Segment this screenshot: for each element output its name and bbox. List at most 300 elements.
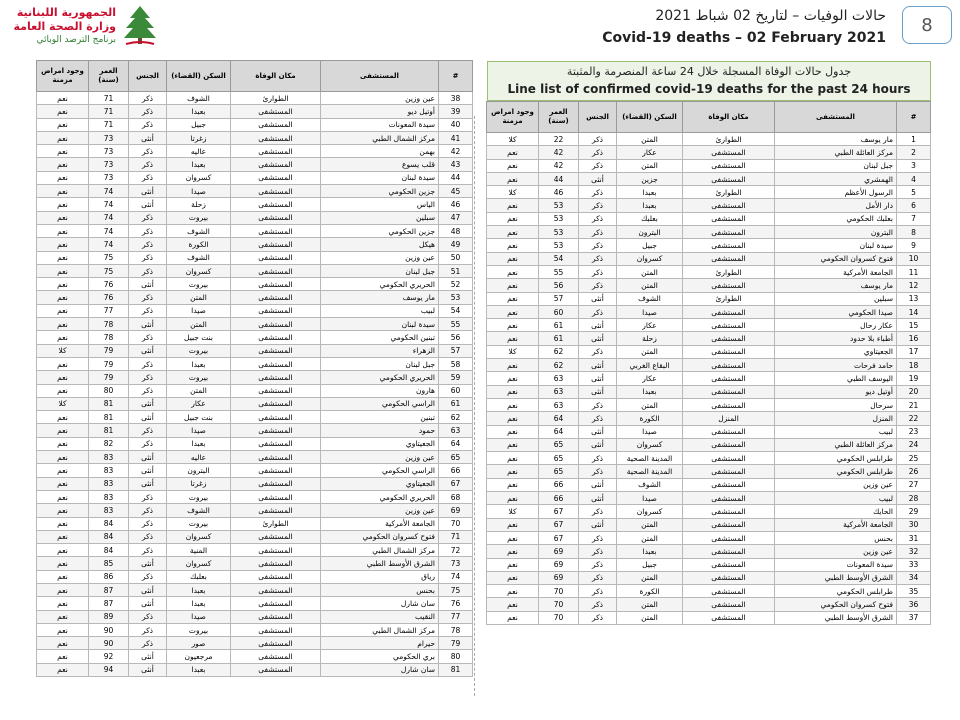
hospital-cell: رياق xyxy=(321,570,439,583)
chronic-disease-cell: نعم xyxy=(487,545,539,558)
place-of-death-cell: المستشفى xyxy=(231,637,321,650)
gender-cell: ذكر xyxy=(579,212,617,225)
district-cell: المتن xyxy=(617,518,683,531)
age-cell: 61 xyxy=(539,319,579,332)
chronic-disease-cell: نعم xyxy=(37,185,89,198)
district-cell: البقاع الغربي xyxy=(617,359,683,372)
age-cell: 89 xyxy=(89,610,129,623)
chronic-disease-cell: نعم xyxy=(37,544,89,557)
age-cell: 53 xyxy=(539,239,579,252)
place-of-death-cell: المستشفى xyxy=(231,597,321,610)
chronic-disease-cell: نعم xyxy=(37,158,89,171)
age-cell: 76 xyxy=(89,278,129,291)
age-cell: 57 xyxy=(539,292,579,305)
table-row xyxy=(37,251,473,264)
gender-cell: ذكر xyxy=(579,133,617,146)
gender-cell: ذكر xyxy=(129,371,167,384)
hospital-cell: عين وزين xyxy=(775,478,897,491)
place-of-death-cell: المستشفى xyxy=(683,385,775,398)
place-of-death-cell: المستشفى xyxy=(231,504,321,517)
chronic-disease-cell: نعم xyxy=(37,623,89,636)
hospital-cell: الزهراء xyxy=(321,344,439,357)
chronic-disease-cell: نعم xyxy=(37,371,89,384)
age-cell: 22 xyxy=(539,133,579,146)
place-of-death-cell: المستشفى xyxy=(683,252,775,265)
row-number: 79 xyxy=(439,637,473,650)
district-cell: بيروت xyxy=(167,517,231,530)
hospital-cell: جبل لبنان xyxy=(775,159,897,172)
district-cell: عكار xyxy=(167,397,231,410)
place-of-death-cell: المستشفى xyxy=(683,558,775,571)
place-of-death-cell: المستشفى xyxy=(231,224,321,237)
hospital-cell: سيدة لبنان xyxy=(775,239,897,252)
table-row xyxy=(487,598,931,611)
chronic-disease-cell: نعم xyxy=(37,477,89,490)
district-cell: الكورة xyxy=(167,238,231,251)
district-cell: كسروان xyxy=(167,171,231,184)
chronic-disease-cell: نعم xyxy=(487,265,539,278)
col-num: # xyxy=(439,61,473,92)
age-cell: 74 xyxy=(89,224,129,237)
place-of-death-cell: المستشفى xyxy=(683,239,775,252)
gender-cell: ذكر xyxy=(579,345,617,358)
age-cell: 81 xyxy=(89,411,129,424)
chronic-disease-cell: نعم xyxy=(37,650,89,663)
age-cell: 74 xyxy=(89,198,129,211)
age-cell: 87 xyxy=(89,583,129,596)
place-of-death-cell: المستشفى xyxy=(231,663,321,676)
gender-cell: ذكر xyxy=(579,239,617,252)
row-number: 73 xyxy=(439,557,473,570)
table-row xyxy=(487,412,931,425)
row-number: 11 xyxy=(897,265,931,278)
table-row xyxy=(37,437,473,450)
table-row xyxy=(487,531,931,544)
row-number: 78 xyxy=(439,623,473,636)
age-cell: 67 xyxy=(539,531,579,544)
gender-cell: ذكر xyxy=(129,424,167,437)
row-number: 39 xyxy=(439,105,473,118)
district-cell: بعبدا xyxy=(617,186,683,199)
chronic-disease-cell: نعم xyxy=(487,585,539,598)
chronic-disease-cell: نعم xyxy=(37,504,89,517)
gender-cell: أنثى xyxy=(129,464,167,477)
table-row xyxy=(487,359,931,372)
table-row xyxy=(37,118,473,131)
hospital-cell: الشرق الأوسط الطبي xyxy=(775,611,897,624)
district-cell: مرجعيون xyxy=(167,650,231,663)
hospital-cell: الياس xyxy=(321,198,439,211)
district-cell: الشوف xyxy=(617,478,683,491)
hospital-cell: جبل لبنان xyxy=(321,357,439,370)
hospital-cell: الجعيتاوي xyxy=(775,345,897,358)
place-of-death-cell: المستشفى xyxy=(231,530,321,543)
age-cell: 79 xyxy=(89,371,129,384)
table-row xyxy=(37,105,473,118)
place-of-death-cell: المستشفى xyxy=(231,171,321,184)
age-cell: 85 xyxy=(89,557,129,570)
place-of-death-cell: الطوارئ xyxy=(683,186,775,199)
table-row xyxy=(37,185,473,198)
hospital-cell: المنزل xyxy=(775,412,897,425)
place-of-death-cell: المستشفى xyxy=(683,438,775,451)
row-number: 16 xyxy=(897,332,931,345)
age-cell: 82 xyxy=(89,437,129,450)
chronic-disease-cell: نعم xyxy=(37,610,89,623)
gender-cell: ذكر xyxy=(579,199,617,212)
age-cell: 63 xyxy=(539,372,579,385)
hospital-cell: الجعيتاوي xyxy=(321,437,439,450)
district-cell: الشوف xyxy=(167,251,231,264)
age-cell: 87 xyxy=(89,597,129,610)
chronic-disease-cell: نعم xyxy=(37,131,89,144)
age-cell: 73 xyxy=(89,145,129,158)
age-cell: 53 xyxy=(539,212,579,225)
row-number: 58 xyxy=(439,357,473,370)
ministry-logo xyxy=(12,4,162,54)
row-number: 19 xyxy=(897,372,931,385)
age-cell: 83 xyxy=(89,504,129,517)
chronic-disease-cell: نعم xyxy=(487,279,539,292)
row-number: 61 xyxy=(439,397,473,410)
gender-cell: أنثى xyxy=(129,557,167,570)
age-cell: 61 xyxy=(539,332,579,345)
age-cell: 69 xyxy=(539,545,579,558)
chronic-disease-cell: نعم xyxy=(37,118,89,131)
row-number: 71 xyxy=(439,530,473,543)
district-cell: البترون xyxy=(617,226,683,239)
chronic-disease-cell: نعم xyxy=(487,598,539,611)
district-cell: عاليه xyxy=(167,145,231,158)
district-cell: المنية xyxy=(167,544,231,557)
district-cell: المتن xyxy=(617,611,683,624)
row-number: 62 xyxy=(439,411,473,424)
chronic-disease-cell: نعم xyxy=(37,464,89,477)
district-cell: بعبدا xyxy=(167,105,231,118)
place-of-death-cell: المستشفى xyxy=(683,585,775,598)
place-of-death-cell: الطوارئ xyxy=(231,92,321,105)
gender-cell: ذكر xyxy=(129,304,167,317)
row-number: 55 xyxy=(439,318,473,331)
gender-cell: أنثى xyxy=(579,492,617,505)
hospital-cell: لبيب xyxy=(775,425,897,438)
table-row xyxy=(487,226,931,239)
place-of-death-cell: المستشفى xyxy=(231,185,321,198)
table-row xyxy=(487,199,931,212)
table-row xyxy=(37,650,473,663)
chronic-disease-cell: نعم xyxy=(37,384,89,397)
place-of-death-cell: المنزل xyxy=(683,412,775,425)
hospital-cell: الحريري الحكومي xyxy=(321,278,439,291)
table-row xyxy=(487,452,931,465)
col-district: السكن (القضاء) xyxy=(167,61,231,92)
hospital-cell: سرحال xyxy=(775,398,897,411)
age-cell: 46 xyxy=(539,186,579,199)
gender-cell: ذكر xyxy=(129,530,167,543)
district-cell: المتن xyxy=(167,384,231,397)
hospital-cell: أوتيل ديو xyxy=(775,385,897,398)
table-row xyxy=(37,490,473,503)
hospital-cell: فتوح كسروان الحكومي xyxy=(321,530,439,543)
age-cell: 53 xyxy=(539,226,579,239)
chronic-disease-cell: نعم xyxy=(37,451,89,464)
place-of-death-cell: المستشفى xyxy=(683,545,775,558)
gender-cell: ذكر xyxy=(579,252,617,265)
row-number: 22 xyxy=(897,412,931,425)
age-cell: 79 xyxy=(89,344,129,357)
row-number: 81 xyxy=(439,663,473,676)
row-number: 15 xyxy=(897,319,931,332)
hospital-cell: حيرام xyxy=(321,637,439,650)
chronic-disease-cell: نعم xyxy=(37,171,89,184)
place-of-death-cell: المستشفى xyxy=(683,598,775,611)
row-number: 27 xyxy=(897,478,931,491)
hospital-cell: النقيب xyxy=(321,610,439,623)
hospital-cell: جزين الحكومي xyxy=(321,224,439,237)
age-cell: 71 xyxy=(89,92,129,105)
place-of-death-cell: المستشفى xyxy=(231,583,321,596)
row-number: 24 xyxy=(897,438,931,451)
age-cell: 75 xyxy=(89,264,129,277)
hospital-cell: فتوح كسروان الحكومي xyxy=(775,252,897,265)
table-row xyxy=(37,517,473,530)
table-row xyxy=(37,304,473,317)
chronic-disease-cell: نعم xyxy=(37,105,89,118)
hospital-cell: دار الأمل xyxy=(775,199,897,212)
table-title-english: Line list of confirmed covid-19 deaths for the past 24 hours xyxy=(507,82,911,96)
hospital-cell: الراسي الحكومي xyxy=(321,464,439,477)
place-of-death-cell: المستشفى xyxy=(231,623,321,636)
hospital-cell: مركز الشمال الطبي xyxy=(321,544,439,557)
row-number: 33 xyxy=(897,558,931,571)
age-cell: 83 xyxy=(89,490,129,503)
place-of-death-cell: المستشفى xyxy=(231,437,321,450)
row-number: 70 xyxy=(439,517,473,530)
col-gender: الجنس xyxy=(129,61,167,92)
place-of-death-cell: المستشفى xyxy=(683,199,775,212)
district-cell: بعلبك xyxy=(167,570,231,583)
table-row xyxy=(37,424,473,437)
row-number: 80 xyxy=(439,650,473,663)
place-of-death-cell: المستشفى xyxy=(231,105,321,118)
hospital-cell: عين وزين xyxy=(321,92,439,105)
row-number: 32 xyxy=(897,545,931,558)
age-cell: 66 xyxy=(539,492,579,505)
row-number: 28 xyxy=(897,492,931,505)
row-number: 48 xyxy=(439,224,473,237)
age-cell: 94 xyxy=(89,663,129,676)
chronic-disease-cell: نعم xyxy=(487,199,539,212)
chronic-disease-cell: نعم xyxy=(487,531,539,544)
chronic-disease-cell: نعم xyxy=(487,398,539,411)
row-number: 49 xyxy=(439,238,473,251)
table-row xyxy=(37,331,473,344)
place-of-death-cell: المستشفى xyxy=(231,490,321,503)
hospital-cell: سيدة المعونات xyxy=(775,558,897,571)
page-number: 8 xyxy=(902,6,952,44)
age-cell: 67 xyxy=(539,505,579,518)
gender-cell: ذكر xyxy=(579,598,617,611)
row-number: 47 xyxy=(439,211,473,224)
place-of-death-cell: المستشفى xyxy=(231,238,321,251)
hospital-cell: الرسول الأعظم xyxy=(775,186,897,199)
chronic-disease-cell: نعم xyxy=(487,252,539,265)
age-cell: 83 xyxy=(89,477,129,490)
table-row xyxy=(487,252,931,265)
chronic-disease-cell: نعم xyxy=(37,92,89,105)
place-of-death-cell: المستشفى xyxy=(231,291,321,304)
row-number: 35 xyxy=(897,585,931,598)
chronic-disease-cell: نعم xyxy=(487,332,539,345)
age-cell: 63 xyxy=(539,398,579,411)
chronic-disease-cell: نعم xyxy=(37,331,89,344)
district-cell: كسروان xyxy=(167,530,231,543)
gender-cell: ذكر xyxy=(579,558,617,571)
table-row xyxy=(487,438,931,451)
age-cell: 75 xyxy=(89,251,129,264)
row-number: 59 xyxy=(439,371,473,384)
row-number: 25 xyxy=(897,452,931,465)
gender-cell: أنثى xyxy=(579,359,617,372)
col-gender: الجنس xyxy=(579,102,617,133)
table-row xyxy=(37,397,473,410)
gender-cell: ذكر xyxy=(129,623,167,636)
table-row xyxy=(37,198,473,211)
place-of-death-cell: المستشفى xyxy=(683,611,775,624)
row-number: 30 xyxy=(897,518,931,531)
chronic-disease-cell: كلا xyxy=(487,186,539,199)
row-number: 41 xyxy=(439,131,473,144)
gender-cell: ذكر xyxy=(579,146,617,159)
place-of-death-cell: المستشفى xyxy=(683,212,775,225)
row-number: 4 xyxy=(897,172,931,185)
row-number: 76 xyxy=(439,597,473,610)
row-number: 68 xyxy=(439,490,473,503)
row-number: 8 xyxy=(897,226,931,239)
row-number: 46 xyxy=(439,198,473,211)
hospital-cell: اليوسف الطبي xyxy=(775,372,897,385)
hospital-cell: لبيب xyxy=(775,492,897,505)
hospital-cell: أوتيل ديو xyxy=(321,105,439,118)
district-cell: زغرتا xyxy=(167,131,231,144)
place-of-death-cell: الطوارئ xyxy=(683,133,775,146)
gender-cell: ذكر xyxy=(129,610,167,623)
table-row xyxy=(487,133,931,146)
table-row xyxy=(37,637,473,650)
place-of-death-cell: الطوارئ xyxy=(683,265,775,278)
row-number: 74 xyxy=(439,570,473,583)
gender-cell: أنثى xyxy=(129,663,167,676)
gender-cell: ذكر xyxy=(129,264,167,277)
age-cell: 65 xyxy=(539,465,579,478)
age-cell: 42 xyxy=(539,159,579,172)
table-row xyxy=(487,505,931,518)
age-cell: 90 xyxy=(89,623,129,636)
row-number: 50 xyxy=(439,251,473,264)
col-place: مكان الوفاة xyxy=(683,102,775,133)
age-cell: 80 xyxy=(89,384,129,397)
district-cell: جبيل xyxy=(617,558,683,571)
chronic-disease-cell: نعم xyxy=(487,146,539,159)
gender-cell: ذكر xyxy=(579,545,617,558)
gender-cell: أنثى xyxy=(579,172,617,185)
district-cell: عكار xyxy=(617,372,683,385)
row-number: 44 xyxy=(439,171,473,184)
place-of-death-cell: المستشفى xyxy=(683,279,775,292)
age-cell: 73 xyxy=(89,171,129,184)
table-row xyxy=(37,610,473,623)
place-of-death-cell: المستشفى xyxy=(683,518,775,531)
age-cell: 92 xyxy=(89,650,129,663)
row-number: 18 xyxy=(897,359,931,372)
district-cell: الشوف xyxy=(167,504,231,517)
row-number: 64 xyxy=(439,437,473,450)
row-number: 7 xyxy=(897,212,931,225)
age-cell: 84 xyxy=(89,544,129,557)
hospital-cell: بحنس xyxy=(321,583,439,596)
gender-cell: ذكر xyxy=(579,465,617,478)
chronic-disease-cell: نعم xyxy=(37,663,89,676)
gender-cell: ذكر xyxy=(579,265,617,278)
col-age: العمر (سنة) xyxy=(89,61,129,92)
place-of-death-cell: المستشفى xyxy=(231,570,321,583)
table-row xyxy=(37,504,473,517)
table-row xyxy=(37,171,473,184)
logo-line-2: وزارة الصحة العامة xyxy=(13,20,116,33)
district-cell: بعبدا xyxy=(167,437,231,450)
table-row xyxy=(37,224,473,237)
row-number: 43 xyxy=(439,158,473,171)
chronic-disease-cell: نعم xyxy=(37,597,89,610)
district-cell: المتن xyxy=(617,531,683,544)
hospital-cell: هيكل xyxy=(321,238,439,251)
chronic-disease-cell: نعم xyxy=(487,611,539,624)
hospital-cell: حمود xyxy=(321,424,439,437)
gender-cell: أنثى xyxy=(129,131,167,144)
hospital-cell: تبنين xyxy=(321,411,439,424)
chronic-disease-cell: نعم xyxy=(487,319,539,332)
gender-cell: ذكر xyxy=(579,571,617,584)
hospital-cell: حامد فرحات xyxy=(775,359,897,372)
place-of-death-cell: الطوارئ xyxy=(231,517,321,530)
age-cell: 84 xyxy=(89,517,129,530)
hospital-cell: مركز العائلة الطبي xyxy=(775,146,897,159)
age-cell: 81 xyxy=(89,424,129,437)
gender-cell: ذكر xyxy=(579,585,617,598)
hospital-cell: مار يوسف xyxy=(775,133,897,146)
row-number: 65 xyxy=(439,451,473,464)
place-of-death-cell: المستشفى xyxy=(683,478,775,491)
gender-cell: ذكر xyxy=(579,452,617,465)
row-number: 29 xyxy=(897,505,931,518)
col-hospital: المستشفى xyxy=(321,61,439,92)
chronic-disease-cell: نعم xyxy=(487,172,539,185)
row-number: 5 xyxy=(897,186,931,199)
district-cell: عكار xyxy=(617,146,683,159)
age-cell: 90 xyxy=(89,637,129,650)
gender-cell: ذكر xyxy=(579,398,617,411)
hospital-cell: صيدا الحكومي xyxy=(775,305,897,318)
table-row xyxy=(37,145,473,158)
gender-cell: ذكر xyxy=(129,145,167,158)
gender-cell: أنثى xyxy=(579,292,617,305)
row-number: 66 xyxy=(439,464,473,477)
table-row xyxy=(487,571,931,584)
place-of-death-cell: المستشفى xyxy=(683,146,775,159)
table-row xyxy=(37,544,473,557)
age-cell: 70 xyxy=(539,611,579,624)
row-number: 37 xyxy=(897,611,931,624)
